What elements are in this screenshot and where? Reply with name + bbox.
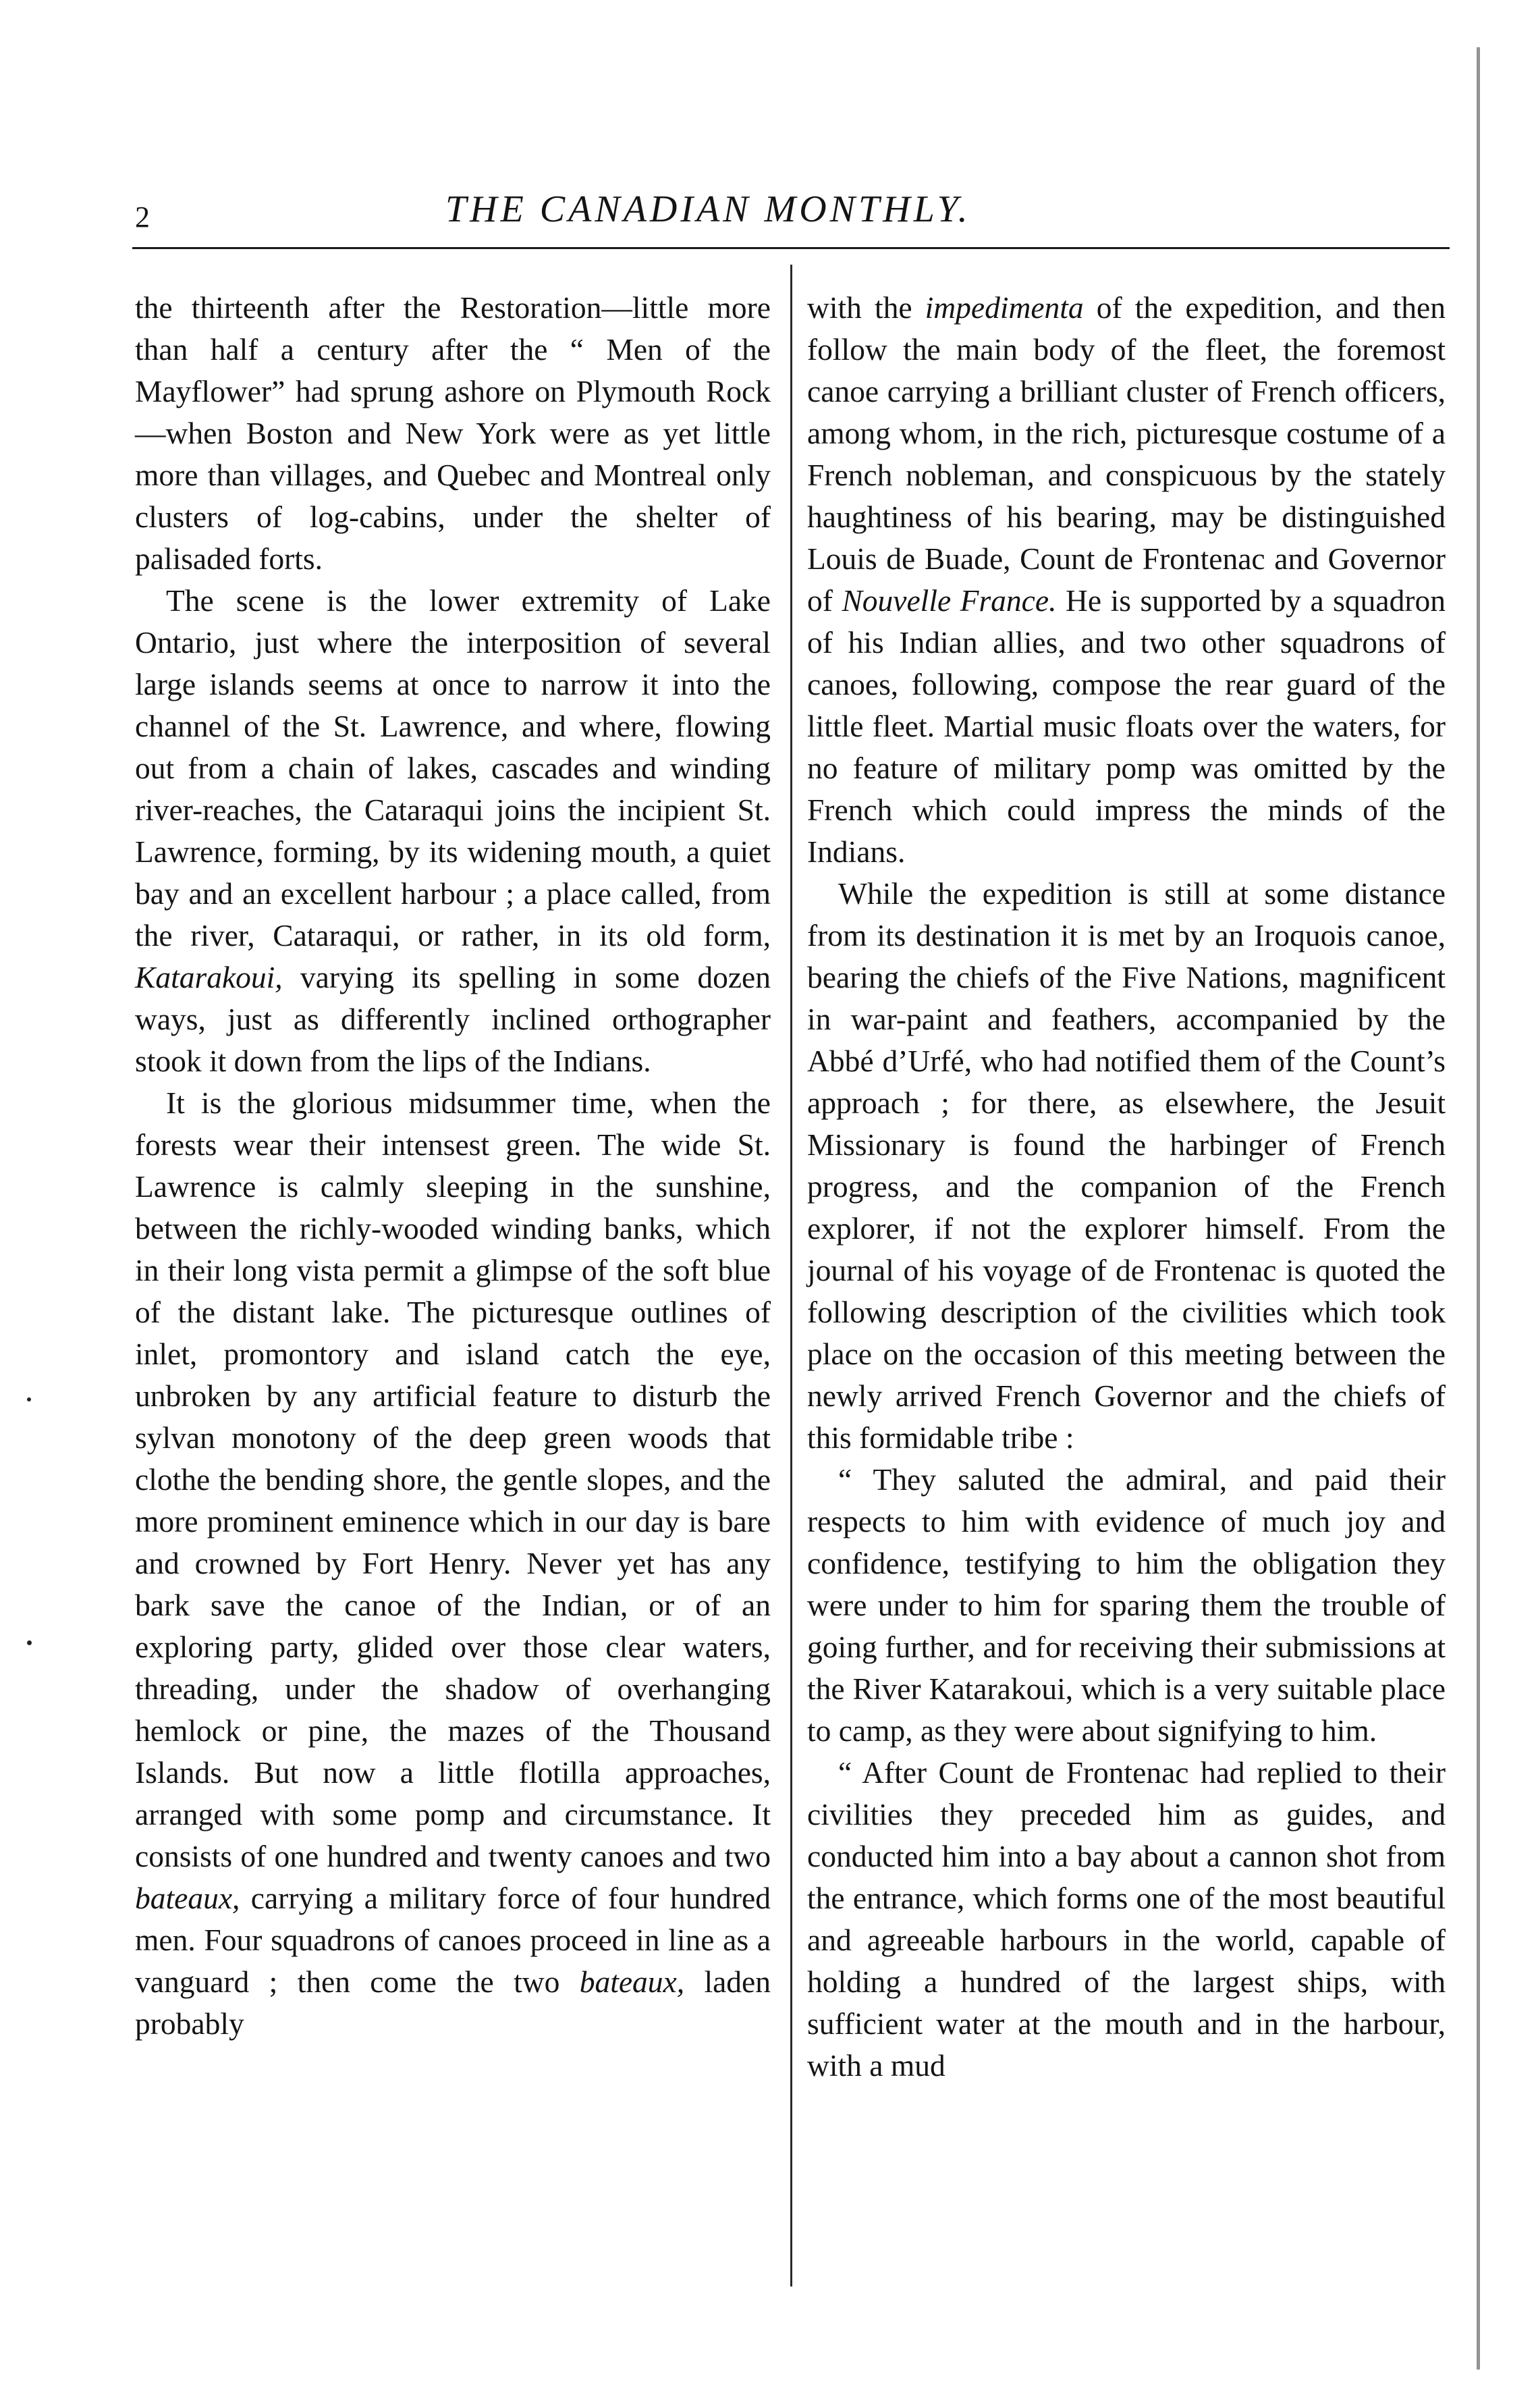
italic-text: Nouvelle France. — [842, 583, 1057, 618]
text-run: “ They saluted the admiral, and paid their respects to him with evidence of much joy and confidence, testifying to him the obligation they were under to him for sparing them the trouble of going further, and for receiving their submissions at the River Katarakoui, which is a very suitable place to camp, as they were about signifying to him. — [807, 1462, 1446, 1748]
paragraph — [807, 1459, 1446, 1752]
running-title: THE CANADIAN MONTHLY. — [445, 188, 971, 230]
right-column — [807, 287, 1446, 2087]
italic-text: impedimenta — [925, 290, 1084, 325]
paragraph — [807, 1752, 1446, 2087]
left-column — [135, 287, 771, 2045]
column-divider — [790, 265, 792, 2286]
margin-speck — [27, 1640, 32, 1645]
text-run: varying its spelling in some dozen ways, just as differently inclined orthographer stook it down from the lips of the Indians. — [135, 960, 771, 1078]
text-run: of the expedition, and then follow the main body of the fleet, the foremost canoe carrying a brilliant cluster of French officers, among whom, in the rich, picturesque costume of a French nobleman, and conspicuous by the stately haughtiness of his bearing, may be distinguished Louis de Buade, Count de Frontenac and Governor of — [807, 290, 1446, 618]
paragraph — [135, 580, 771, 1082]
paragraph — [807, 287, 1446, 873]
text-run: “ After Count de Frontenac had replied to their civilities they preceded him as guides, and conducted him into a bay about a cannon shot from the entrance, which forms one of the most beautiful and agreeable harbours in the world, capable of holding a hundred of the largest ships, with sufficient water at the mouth and in the harbour, with a mud — [807, 1755, 1446, 2083]
italic-text: bateaux, — [135, 1881, 240, 1915]
text-run: carrying a military force of four hundred men. Four squadrons of canoes proceed in line as a vanguard ; then come the two — [135, 1881, 771, 1999]
text-run: with the — [807, 290, 925, 325]
header-rule — [132, 247, 1450, 249]
margin-speck — [27, 1397, 31, 1401]
paragraph — [807, 873, 1446, 1459]
text-run: The scene is the lower extremity of Lake Ontario, just where the interposition of several large islands seems at once to narrow it into the channel of the St. Lawrence, and where, flowing out from a chain of lakes, cascades and winding river-reaches, the Cataraqui joins the incipient St. Lawrence, forming, by its widening mouth, a quiet bay and an excellent harbour ; a place called, from the river, Cataraqui, or rather, in its old form, — [135, 583, 771, 953]
paragraph — [135, 287, 771, 580]
page-edge-mark — [1477, 47, 1480, 2370]
italic-text: bateaux, — [579, 1964, 685, 1999]
text-run: While the expedition is still at some distance from its destination it is met by an Iroquois canoe, bearing the chiefs of the Five Nations, magnificent in war-paint and feathers, accompanied by the Abbé d’Urfé, who had notified them of the Count’s approach ; for there, as elsewhere, the Jesuit Missionary is found the harbinger of French progress, and the companion of the French explorer, if not the explorer himself. From the journal of his voyage of de Frontenac is quoted the following description of the civilities which took place on the occasion of this meeting between the newly arrived French Governor and the chiefs of this formidable tribe : — [807, 876, 1446, 1455]
text-run: He is supported by a squadron of his Indian allies, and two other squadrons of canoes, following, compose the rear guard of the little fleet. Martial music floats over the waters, for no feature of military pomp was omitted by the French which could impress the minds of the Indians. — [807, 583, 1446, 869]
text-run: the thirteenth after the Restoration—little more than half a century after the “ Men of the Mayflower” had sprung ashore on Plymouth Rock—when Boston and New York were as yet little more than villages, and Quebec and Montreal only clusters of log-cabins, under the shelter of palisaded forts. — [135, 290, 771, 576]
page-number: 2 — [135, 200, 150, 234]
text-run: laden probably — [135, 1964, 771, 2041]
paragraph — [135, 1082, 771, 2045]
italic-text: Katarakoui, — [135, 960, 283, 994]
text-run: It is the glorious midsummer time, when the forests wear their intensest green. The wide St. Lawrence is calmly sleeping in the sunshine, between the richly-wooded winding banks, which in their long vista permit a glimpse of the soft blue of the distant lake. The picturesque outlines of inlet, promontory and island catch the eye, unbroken by any artificial feature to disturb the sylvan monotony of the deep green woods that clothe the bending shore, the gentle slopes, and the more prominent eminence which in our day is bare and crowned by Fort Henry. Never yet has any bark save the canoe of the Indian, or of an exploring party, glided over those clear waters, threading, under the shadow of overhanging hemlock or pine, the mazes of the Thousand Islands. But now a little flotilla approaches, arranged with some pomp and circumstance. It consists of one hundred and twenty canoes and two — [135, 1086, 771, 1873]
